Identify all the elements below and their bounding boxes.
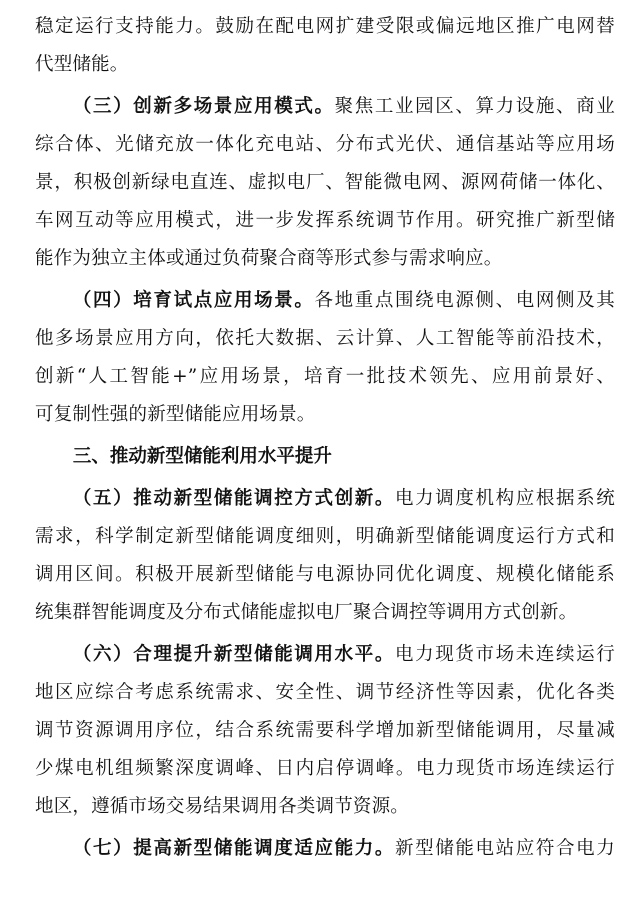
paragraph-line: 地区应综合考虑系统需求、安全性、调节经济性等因素，优化各类 bbox=[35, 682, 615, 703]
paragraph-line: 他多场景应用方向，依托大数据、云计算、人工智能等前沿技术， bbox=[35, 328, 615, 349]
paragraph-line: 车网互动等应用模式，进一步发挥系统调节作用。研究推广新型储 bbox=[35, 210, 615, 231]
section-heading: 三、推动新型储能利用水平提升 bbox=[72, 446, 332, 467]
paragraph-heading: （四）培育试点应用场景。 bbox=[72, 290, 315, 311]
paragraph-line: 调节资源调用序位，结合系统需要科学增加新型储能调用，尽量减 bbox=[35, 720, 615, 741]
paragraph-line: 景，积极创新绿电直连、虚拟电厂、智能微电网、源网荷储一体化、 bbox=[35, 172, 615, 193]
paragraph-text: 聚焦工业园区、算力设施、商业 bbox=[334, 96, 615, 117]
paragraph-text: 新型储能电站应符合电力 bbox=[395, 838, 615, 859]
paragraph-line: 代型储能。 bbox=[35, 54, 129, 75]
paragraph-line: 统集群智能调度及分布式储能虚拟电厂聚合调控等调用方式创新。 bbox=[35, 602, 578, 623]
paragraph-first-line bbox=[35, 88, 615, 126]
paragraph-line: 稳定运行支持能力。鼓励在配电网扩建受限或偏远地区推广电网替 bbox=[35, 16, 615, 37]
paragraph-heading: （六）合理提升新型储能调用水平。 bbox=[72, 644, 395, 665]
paragraph-text: 电力调度机构应根据系统 bbox=[395, 488, 615, 509]
paragraph-line: 少煤电机组频繁深度调峰、日内启停调峰。电力现货市场连续运行 bbox=[35, 758, 615, 779]
paragraph-line: 创新“人工智能+”应用场景，培育一批技术领先、应用前景好、 bbox=[35, 366, 615, 387]
paragraph-heading: （五）推动新型储能调控方式创新。 bbox=[72, 488, 395, 509]
paragraph-line: 能作为独立主体或通过负荷聚合商等形式参与需求响应。 bbox=[35, 248, 503, 269]
paragraph-line: 综合体、光储充放一体化充电站、分布式光伏、通信基站等应用场 bbox=[35, 134, 615, 155]
paragraph-line: 需求，科学制定新型储能调度细则，明确新型储能调度运行方式和 bbox=[35, 526, 615, 547]
paragraph-heading: （七）提高新型储能调度适应能力。 bbox=[72, 838, 395, 859]
paragraph-text: 各地重点围绕电源侧、电网侧及其 bbox=[314, 290, 615, 311]
paragraph-line: 调用区间。积极开展新型储能与电源协同优化调度、规模化储能系 bbox=[35, 564, 615, 585]
paragraph-first-line bbox=[35, 480, 615, 518]
paragraph-line: 地区，遵循市场交易结果调用各类调节资源。 bbox=[35, 796, 410, 817]
paragraph-heading: （三）创新多场景应用模式。 bbox=[72, 96, 335, 117]
paragraph-first-line bbox=[35, 830, 615, 868]
paragraph-line: 可复制性强的新型储能应用场景。 bbox=[35, 404, 316, 425]
paragraph-text: 电力现货市场未连续运行 bbox=[395, 644, 615, 665]
paragraph-first-line bbox=[35, 636, 615, 674]
paragraph-first-line bbox=[35, 282, 615, 320]
